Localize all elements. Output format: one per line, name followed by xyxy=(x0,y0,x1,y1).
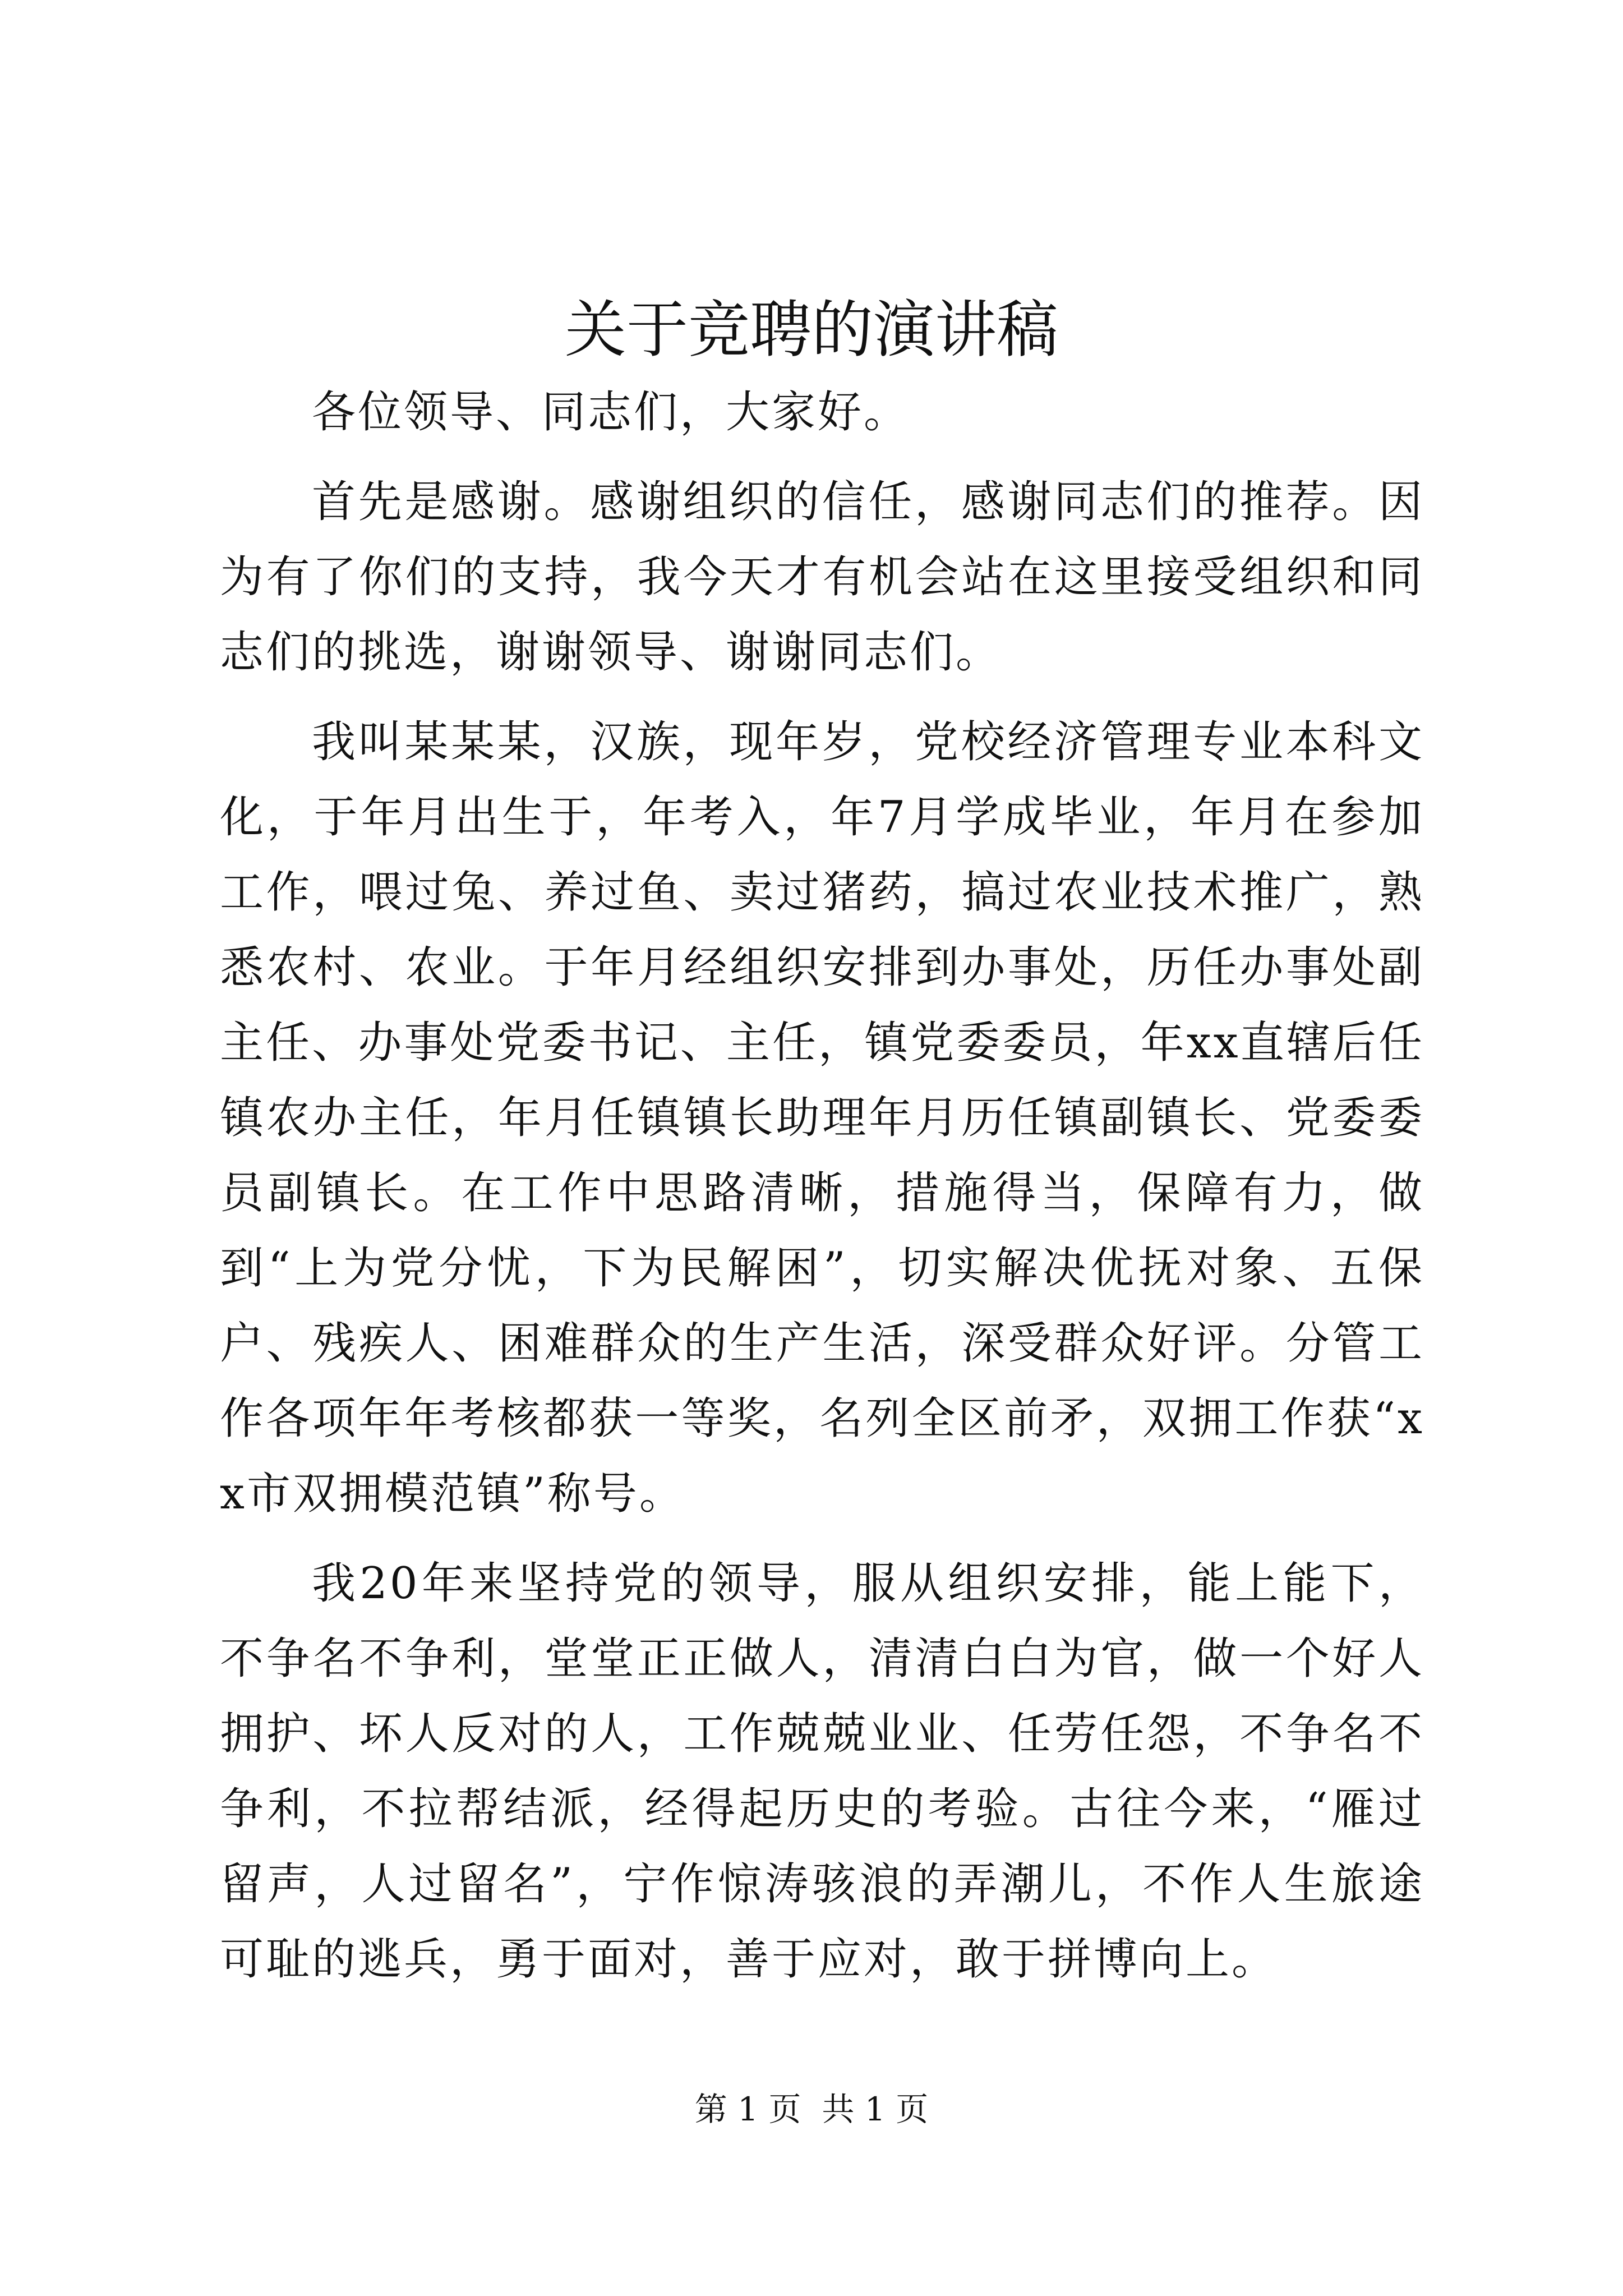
document-title: 关于竞聘的演讲稿 xyxy=(565,294,1058,366)
page-footer xyxy=(0,2087,1623,2132)
page-total: 共 1 页 xyxy=(822,2090,929,2128)
paragraph-thanks: 首先是感谢。感谢组织的信任，感谢同志们的推荐。因为有了你们的支持，我今天才有机会站在这里接受组织和同志们的挑选，谢谢领导、谢谢同志们。 xyxy=(220,477,1424,678)
document-body xyxy=(220,375,1424,2012)
paragraph-commitment: 我20年来坚持党的领导，服从组织安排，能上能下，不争名不争利，堂堂正正做人，清清白白为官，做一个好人拥护、坏人反对的人，工作兢兢业业、任劳任怨，不争名不争利，不拉帮结派，经得起历史的考验。古往今来，“雁过留声，人过留名”，宁作惊涛骇浪的弄潮儿，不作人生旅途可耻的逃兵，勇于面对，善于应对，敢于拼博向上。 xyxy=(220,1558,1424,1985)
page-number: 第 1 页 xyxy=(694,2090,801,2128)
paragraph-self-introduction: 我叫某某某，汉族，现年岁，党校经济管理专业本科文化，于年月出生于，年考入，年7月学成毕业，年月在参加工作，喂过兔、养过鱼、卖过猪药，搞过农业技术推广，熟悉农村、农业。于年月经组织安排到办事处，历任办事处副主任、办事处党委书记、主任，镇党委委员，年xx直辖后任镇农办主任，年月任镇镇长助理年月历任镇副镇长、党委委员副镇长。在工作中思路清晰，措施得当，保障有力，做到“上为党分忧，下为民解困”，切实解决优抚对象、五保户、残疾人、困难群众的生产生活，深受群众好评。分管工作各项年年考核都获一等奖，名列全区前矛，双拥工作获“xx市双拥模范镇”称号。 xyxy=(220,717,1424,1519)
paragraph-greeting: 各位领导、同志们，大家好。 xyxy=(312,387,910,438)
